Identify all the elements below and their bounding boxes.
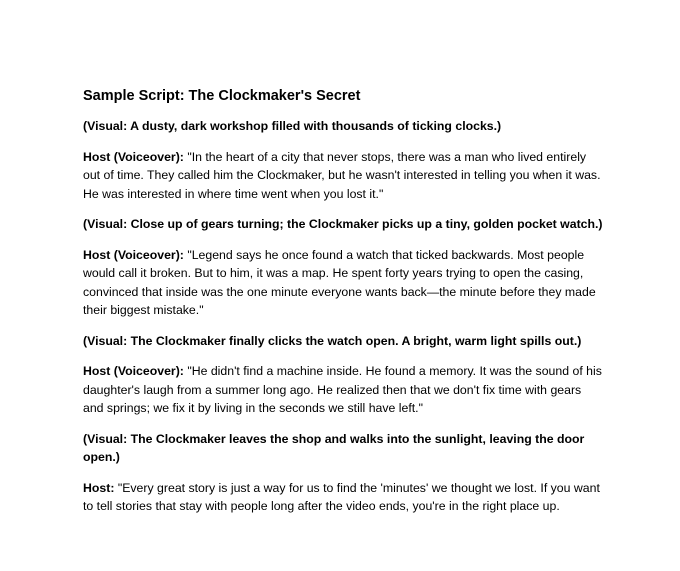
- dialogue-block: [83, 246, 603, 320]
- dialogue-text: "Every great story is just a way for us to find the 'minutes' we thought we lost. If you want to tell stories that stay with people long after the video ends, you're in the right place up.: [83, 480, 600, 513]
- visual-direction: (Visual: A dusty, dark workshop filled with thousands of ticking clocks.): [83, 119, 502, 133]
- visual-direction: (Visual: The Clockmaker finally clicks the watch open. A bright, warm light spills out.): [83, 333, 582, 348]
- speaker-label: Host (Voiceover):: [83, 149, 184, 164]
- dialogue-block: [83, 148, 603, 204]
- speaker-label: Host (Voiceover):: [83, 247, 184, 262]
- speaker-label: Host (Voiceover):: [83, 364, 184, 378]
- dialogue-block: [83, 362, 603, 418]
- dialogue-block: [83, 479, 603, 516]
- dialogue-text: "Legend says he once found a watch that ticked backwards. Most people would call it broken. But to him, it was a map. He spent forty years trying to open the casing, convinced that inside was the one minute everyone wants back—the minute before they made their biggest mistake.": [83, 247, 596, 317]
- visual-direction: (Visual: The Clockmaker leaves the shop and walks into the sunlight, leaving the door open.): [83, 431, 585, 464]
- document-title: Sample Script: The Clockmaker's Secret: [83, 88, 361, 104]
- script-document: [83, 86, 603, 528]
- dialogue-text: "He didn't find a machine inside. He found a memory. It was the sound of his daughter's laugh from a summer long ago. He realized then that we don't fix time with gears and springs; we fix it by living in the seconds we still have left.": [83, 364, 602, 415]
- visual-direction: (Visual: Close up of gears turning; the Clockmaker picks up a tiny, golden pocket watch.): [83, 217, 603, 231]
- dialogue-text: "In the heart of a city that never stops, there was a man who lived entirely out of time. They called him the Clockmaker, but he wasn't interested in telling you when it was. He was interested in where time went when you lost it.": [83, 149, 601, 201]
- speaker-label: Host:: [83, 480, 115, 495]
